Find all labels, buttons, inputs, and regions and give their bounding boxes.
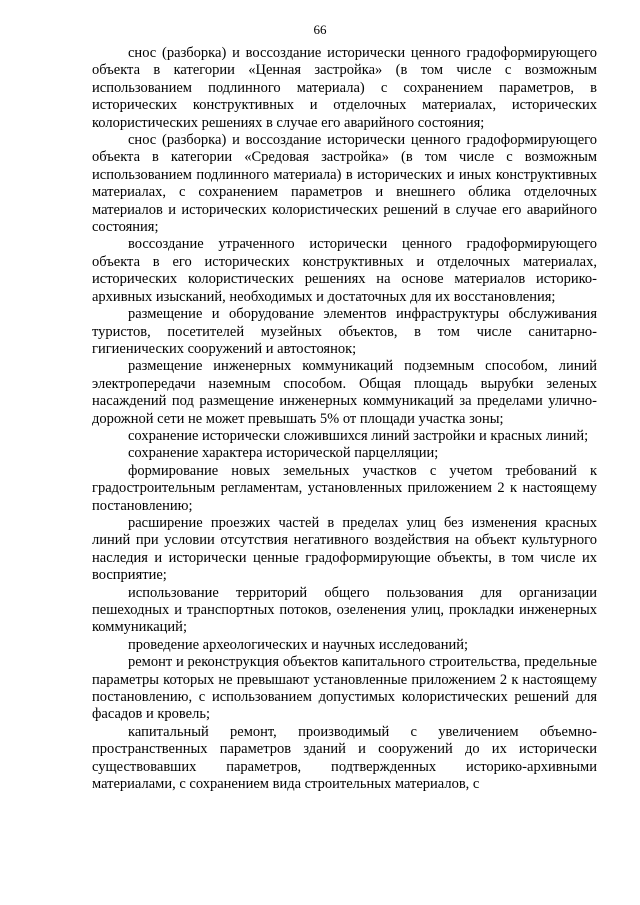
paragraph-public-areas: использование территорий общего пользования для организации пешеходных и транспортных потоков, озеленения улиц, прокладки инженерных коммуникаций;	[92, 584, 597, 636]
paragraph-reconstruction-lost: воссоздание утраченного исторически ценного градоформирующего объекта в его исторических конструктивных и отделочных материалах, исторических колористических решениях на основе материалов историко-архивных изысканий, необходимых и достаточных для их восстановления;	[92, 236, 597, 305]
paragraph-new-plots: формирование новых земельных участков с учетом требований к градостроительным регламентам, установленных приложением 2 к настоящему постановлению;	[92, 462, 597, 514]
paragraph-building-lines: сохранение исторически сложившихся линий застройки и красных линий;	[128, 427, 589, 444]
paragraph-capital-repair: капитальный ремонт, производимый с увеличением объемно-пространственных параметров зданий и сооружений до их исторически существовавших параметров, подтвержденных историко-архивными материалами, с сохранением вида строительных материалов, с	[92, 723, 597, 793]
document-body	[92, 45, 597, 793]
paragraph-archaeology: проведение археологических и научных исследований;	[128, 636, 469, 653]
paragraph-utilities: размещение инженерных коммуникаций подземным способом, линий электропередачи наземным способом. Общая площадь вырубки зеленых насаждений под размещение инженерных коммуникаций за пределами улично-дорожной сети не может превышать 5% от площади участка зоны;	[92, 358, 597, 427]
paragraph-tourist-infrastructure: размещение и оборудование элементов инфраструктуры обслуживания туристов, посетителей музейных объектов, в том числе санитарно-гигиенических сооружений и автостоянок;	[92, 306, 597, 357]
paragraph-roadway-expansion: расширение проезжих частей в пределах улиц без изменения красных линий при условии отсутствия негативного воздействия на объект культурного наследия и исторически ценные градоформирующие объекты, в том числе их восприятие;	[92, 514, 597, 584]
paragraph-parcellation: сохранение характера исторической парцелляции;	[128, 445, 439, 462]
paragraph-demolition-environmental: снос (разборка) и воссоздание исторически ценного градоформирующего объекта в категории «Средовая застройка» (в том числе с возможным использованием подлинного материала) в исторических и иных конструктивных материалах, с сохранением параметров и внешнего облика отделочных материалов и исторических колористических решений в случае его аварийного состояния;	[92, 132, 597, 236]
page-number: 66	[313, 22, 327, 37]
paragraph-repair-reconstruction: ремонт и реконструкция объектов капитального строительства, предельные параметры которых не превышают установленные приложением 2 к настоящему постановлению, с использованием допустимых колористических решений для фасадов и кровель;	[92, 654, 597, 723]
paragraph-demolition-valuable: снос (разборка) и воссоздание исторически ценного градоформирующего объекта в категории «Ценная застройка» (в том числе с возможным использованием подлинного материала) с сохранением параметров, в исторических конструктивных и отделочных материалах, исторических колористических решениях в случае его аварийного состояния;	[92, 45, 597, 131]
